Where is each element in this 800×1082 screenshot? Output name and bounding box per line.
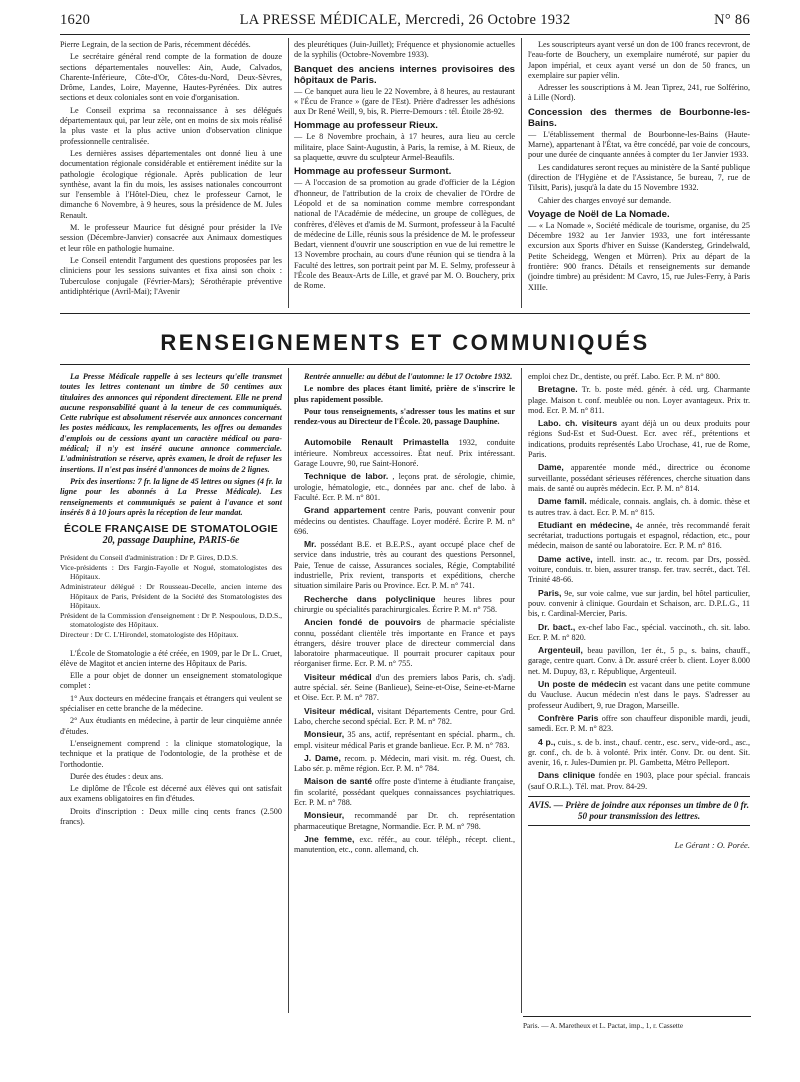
ad-title: Dame active, [538,553,593,564]
ad-title: Monsieur, [304,729,345,740]
ad-text: Tr. b. poste méd. génér. à céd. urg. Charmante plage. Maison t. conf. meublée ou non. Loyer avantageux. Prix tr. mod. Ecr. P. M. n° 811. [528,385,750,415]
ad-title: Paris, [538,587,562,598]
classified-ad [528,622,750,644]
ad-title: Labo. ch. visiteurs [538,418,618,429]
classified-ad [528,462,750,494]
ad-text: cuis., s. de b. inst., chauf. centr., esc. serv., vide-ord., asc., gr. conf., ch. de b. à volonté. Prix intér. Conv. Dr. ou dent. Sit. avenir, 16, r. Jules-Dumien pr. Pl. Gambetta, Métro Pelleport. [528,737,750,768]
ad-text: possédant B.E. et B.E.P.S., ayant occupé place chef de service dans industrie, très au courant des questions Personnel, Paie, Tenue de caisse, Assurances sociales, Régie, Comptabilité industrielle, Prix revient, transports et expéditions, cherche situation similaire Paris ou Province. Ecr. P. M. n° 741. [294,540,515,591]
news-heading: Hommage au professeur Rieux. [294,120,438,132]
ecole-title: ÉCOLE FRANÇAISE DE STOMATOLOGIE [63,523,279,536]
classified-ad [528,737,750,769]
banner-rule [60,364,750,365]
paragraph: emploi chez Dr., dentiste, ou préf. Labo. Ecr. P. M. n° 800. [528,372,720,381]
bottom-column-2 [294,372,515,1012]
avis-notice: AVIS. — Prière de joindre aux réponses un timbre de 0 fr. 50 pour transmission des lettres. [528,796,750,826]
ad-text: intell. instr. ac., tr. recom. par Drs, possèd. voiture, conduis. tr. bien, assurer transp. fer. trav. secrét., dact. Tél. Trinité 48-66. [528,554,750,585]
paragraph: Pierre Legrain, de la section de Paris, récemment décédés. [60,40,251,49]
ad-title: Dame, [538,462,564,473]
news-text: — L'établissement thermal de Bourbonne-les-Bains (Haute-Marne), appartenant à l'État, va être concédé, par voie de concours, pour une durée de cinquante années à compter du 1er Janvier 1933. [528,129,750,160]
paragraph: Le Conseil entendit l'argument des questions proposées par les cliniciens pour les sessions suivantes et fixa ainsi son choix : Tuberculose conjugale (Février-Mars); Sérothérapie préventive antidiphtérique (Avril-Mai); l'Avenir [60,255,282,296]
paragraph: 2° Aux étudiants en médecine, à partir de leur cinquième année d'études. [60,716,282,736]
ad-title: J. Dame, [304,752,341,763]
classified-ad [294,505,515,537]
classified-ad [294,706,515,728]
ecole-address: 20, passage Dauphine, PARIS-6e [102,535,240,547]
staff-entry: Vice-présidents : Drs Fargin-Fayolle et Nogué, stomatologistes des Hôpitaux. [60,562,282,582]
column-divider [521,368,522,1013]
news-text: — Ce banquet aura lieu le 22 Novembre, à 8 heures, au restaurant « l'Écu de France » (gare de l'Est). Prière d'adresser les adhésions aux Dr René Weill, 9, bis, R. Pierre-Demours : tél. Étoile 28-92. [294,86,515,117]
paragraph: Droits d'inscription : Deux mille cinq cents francs (2.500 francs). [60,806,282,827]
ad-title: Grand appartement [304,505,386,516]
ad-text: ex-chef labo Fac., spécial. vaccinoth., ch. sit. labo. Ecr. P. M. n° 820. [528,622,750,642]
price-text: Prix des insertions: 7 fr. la ligne de 45 lettres ou signes (4 fr. la ligne pour les abonnés à La Presse Médicale). Les renseignements et communiqués se paient à l'avance et sont insérés 8 à 10 jours après la réception de leur mandat. [60,476,282,517]
bottom-column-3 [528,372,750,1012]
classified-ad [528,679,750,711]
paragraph: Le nombre des places étant limité, prière de s'inscrire le plus rapidement possible. [294,384,515,404]
classified-ad [528,520,750,552]
ad-title: Ancien fondé de pouvoirs [304,617,422,628]
paragraph: Les souscripteurs ayant versé un don de 100 francs recevront, de l'eau-forte de Bouchery, un exemplaire numéroté, sur papier du Japon impérial, et ceux ayant versé un don de 50 francs, un exemplaire sur papier vélin. [528,40,750,80]
ad-text: beau pavillon, 1er ét., 5 p., s. bains, chauff., garage, centre quart. Conv. à Dr. assuré créer b. client. Loyer 8.000 net. M. Dupuy, 83, r. République, Argenteuil. [528,646,750,676]
classified-ad [294,539,515,591]
ad-text: offre son chauffeur disponible mardi, jeudi, samedi. Ecr. P. M. n° 823. [528,713,750,734]
paragraph: M. le professeur Maurice fut désigné pour présider la IVe session (Décembre-Janvier) consacrée aux Animaux domestiques et leur rôle en pathologie humaine. [60,223,282,253]
notice-text: La Presse Médicale rappelle à ses lecteurs qu'elle transmet toutes les lettres contenant un timbre de 50 centimes aux titulaires des annonces qui répondent directement. Elle ne prend aucune responsabilité quant à la teneur de ces communiqués. Cette rubrique est absolument réservée aux annonces concernant les postes médicaux, les remplacements, les offres ou demandes d'emplois ou de cessions ayant un caractère médical ou para-médical; il n'y est inséré aucune annonce commerciale. L'administration se réserve, après examen, le droit de refuser les insertions. Il n'est pas inséré d'annonces de moins de 2 lignes. [60,372,282,474]
ad-title: 4 p., [538,736,556,747]
classified-ad [528,645,750,677]
ad-title: Automobile Renault Primastella [304,437,449,448]
classified-ad [528,418,750,460]
news-text: — Le 8 Novembre prochain, à 17 heures, aura lieu au cercle militaire, place Saint-Augustin, à Paris, la remise, à M. Rieux, de sa plaquette, œuvre du sculpteur Armel-Beaufils. [294,132,515,163]
ad-title: Jne femme, [304,833,355,844]
paragraph: Le diplôme de l'École est décerné aux élèves qui ont satisfait aux examens obligatoires en fin d'études. [60,784,282,804]
classified-ad [294,776,515,808]
classified-ad [294,729,515,751]
paragraph: des pleurétiques (Juin-Juillet); Fréquence et physionomie actuelles de la syphilis (Octobre-Novembre 1933). [294,40,515,60]
classified-ad [528,496,750,518]
classified-ad [528,713,750,735]
ad-text: d'un des premiers labos Paris, ch. s'adj. autre spécial. sér. Seine (Banlieue), Seine-et-Oise, Seine-et-Marne et Oise. Ecr. P. M. n° 787. [294,672,515,703]
column-divider [288,38,289,308]
paragraph: L'École de Stomatologie a été créée, en 1909, par le Dr L. Cruet, élève de Magitot et ancien interne des Hôpitaux de Paris. [60,648,282,668]
paragraph: Le secrétaire général rend compte de la formation de douze sections départementales nouvelles: Ain, Aude, Calvados, Charente-Inférieure, Côte-d'Or, Côtes-du-Nord, Deux-Sèvres, Drôme, Landes, Loire, Mayenne, Hautes-Pyrénées. Dix autres sections et deux coloniales sont en voie d'organisation. [60,52,282,103]
news-heading: Banquet des anciens internes provisoires des hôpitaux de Paris. [294,63,515,86]
ad-text: 1932, conduite intérieure. Nombreux accessoires. État neuf. Prix intéressant. Garage Louvre, 90, rue Saint-Honoré. [294,438,515,469]
ad-text: 35 ans, actif, représentant en spécial. pharm., ch. empl. visiteur médical Paris et grande banlieue. Ecr. P. M. n° 783. [294,730,515,750]
paragraph: Les dernières assises départementales ont donné lieu à une documentation régionale considérable et entièrement inédite sur la pathologie écologique régionale. Après publication de leur synthèse, avant la fin du mois, les assises nationales concourront sur l'ensemble à l'Hôtel-Dieu, chez le professeur Carnot, le dimanche 6 Novembre, à 9 heures, sous la présidence de M. Jules Renault. [60,148,282,220]
ad-text: médicale, connais. anglais, ch. à domic. thèse et ts autres trav. à dact. Ecr. P. M. n° 815. [528,497,750,517]
staff-entry: Président de la Commission d'enseignement : Dr P. Nespoulous, D.D.S., stomatologiste des Hôpitaux. [60,610,282,630]
top-column-2 [294,40,515,310]
page-header [60,12,750,32]
staff-entry: Président du Conseil d'administration : Dr P. Gires, D.D.S. [60,552,238,562]
paragraph: 1° Aux docteurs en médecine français et étrangers qui veulent se spécialiser en cette branche de la médecine. [60,693,282,714]
ad-title: Bretagne. [538,384,578,395]
ad-text: de pharmacie spécialiste connu, possédant clientèle très importante en France et pays étrangers, désire trouver place de directeur commercial dans laboratoire pharmaceutique. Il pourrait procurer capitaux pour réorganiser firme. Ecr. P. M. n° 755. [294,618,515,669]
ad-text: recom. p. Médecin, mari visit. m. rég. Ouest, ch. Labo sér. p. même région. Ecr. P. M. n° 784. [294,753,515,774]
staff-entry: Directeur : Dr C. L'Hirondel, stomatologiste des Hôpitaux. [60,630,239,640]
ad-text: 9e, sur voie calme, vue sur jardin, bel hôtel particulier, pouv. convenir à clinique. Gourdain et Schaison, arc. D.P.L.G., 11 bis, r. Cardinal-Mercier, Paris. [528,588,750,619]
paragraph: L'enseignement comprend : la clinique stomatologique, la technique et la pratique de l'odontologie, de la prothèse et de l'orthodontie. [60,738,282,769]
ad-title: Visiteur médical, [304,705,374,716]
ad-title: Etudiant en médecine, [538,519,633,530]
top-column-1 [60,40,282,310]
ad-text: apparentée monde méd., directrice ou économe surveillante, possédant sérieuses références, cherche situation dans mais. de santé ou auprès médecin. Ecr. P. M. n° 814. [528,463,750,493]
ad-title: Mr. [304,539,317,550]
printer-line: Paris. — A. Maretheux et L. Pactat, imp., 1, r. Cassette [523,1016,751,1030]
classified-ad [294,810,515,832]
classified-ad [294,672,515,704]
news-text: Les candidatures seront reçues au ministère de la Santé publique (direction de l'Hygiène et de l'Assistance, 5e bureau, 7, rue de Tilsitt, Paris), jusqu'à la date du 15 Novembre 1932. [528,162,750,193]
bottom-column-1 [60,372,282,1012]
ad-text: est vacant dans une petite commune du Vaucluse. Aucun médecin n'est dans le pays. S'adresser au professeur Audibert, 9, rue Dragon, Marseille. [528,680,750,710]
ad-title: Technique de labor. [304,471,389,482]
ad-title: Recherche dans polyclinique [304,593,436,604]
classified-ad [294,437,515,469]
classified-ad [528,554,750,586]
ad-text: ayant déjà un ou deux produits pour régions Sud-Est et Sud-Ouest. Ecr. avec réf., prétentions et indications, produits représentés Labo Urochase, 41, rue de Rome, Paris. [528,419,750,460]
ad-text: , leçons prat. de sérologie, chimie, urologie, hématologie, etc., données par anc. chef de labo. à Faculté. Ecr. P. M. n° 801. [294,472,515,502]
page-number: 1620 [60,12,91,28]
section-banner: RENSEIGNEMENTS ET COMMUNIQUÉS [160,330,650,355]
ad-text: heures libres pour chirurgie ou spécialités parachirurgicales. Écrire P. M. n° 758. [294,594,515,614]
ad-title: Maison de santé [304,776,373,787]
ad-title: Dame famil. [538,496,587,507]
gerant-signature: Le Gérant : O. Porée. [674,839,750,850]
news-text: — A l'occasion de sa promotion au grade d'officier de la Légion d'honneur, de l'attribution de la croix de chevalier de l'Ordre de Léopold et de sa nomination comme membre correspondant national de l'Académie de médecine, un groupe de collègues, de confrères, d'élèves et d'amis de M. Surmont, professeur à la Faculté de médecine de Lille, réunis sous la présidence de M. le professeur Bedart, viennent d'ouvrir une souscription en vue de lui remettre le 13 Novembre prochain, au cours d'une réunion qui se tiendra à la Faculté des lettres, son portrait peint par M. E. Selmy, professeur à l'École des Beaux-Arts de Lille, et gravé par M. O. Bouchery, prix de Rome. [294,178,515,291]
classified-ad [294,834,515,856]
paragraph: Elle a pour objet de donner un enseignement stomatologique complet : [60,671,282,691]
header-rule [60,34,750,35]
staff-entry: Administrateur délégué : Dr Rousseau-Decelle, ancien interne des Hôpitaux de Paris, Président de la Société des Stomatologistes des Hôpitaux. [60,582,282,610]
paragraph: Le Conseil exprima sa reconnaissance à ses délégués départementaux qui, par leur zèle, ont en moins de six mois réalisé la plus vaste et la plus active union d'observation clinique professionnelle centralisée. [60,105,282,146]
news-heading: Hommage au professeur Surmont. [294,166,452,178]
news-text: — « La Nomade », Société médicale de tourisme, organise, du 25 Décembre 1932 au 1er Janvier 1933, une fort intéressante excursion aux Sports d'hiver en Suisse (Kandersteg, Grindelwald, Petite Scheidegg, Wengen et Mürren). Prix au départ de la frontière: 900 francs. Détails et renseignements sur demande (joindre timbre) au président: M Cavro, 15, rue Jules-Ferry, à Paris XIIIe. [528,220,750,292]
ad-text: recommandé par Dr. ch. représentation pharmaceutique Bretagne, Normandie. Ecr. P. M. n° 798. [294,811,515,831]
ad-title: Argenteuil, [538,645,583,656]
ad-text: centre Paris, pouvant convenir pour médecins ou dentistes. Chauffage. Loyer modéré. Écrire P. M. n° 696. [294,506,515,536]
column-divider [521,38,522,308]
ad-text: exc. référ., au cour. téléph., récept. client., manutention, etc., conn. allemand, ch. [294,834,515,855]
news-text: Cahier des charges envoyé sur demande. [538,195,672,205]
ad-title: Visiteur médical [304,671,372,682]
issue-number: N° 86 [714,12,750,28]
ad-title: Un poste de médecin [538,679,627,690]
classified-ad [528,384,750,416]
section-rule [60,313,750,314]
ad-text: 4e année, très recommandé ferait secrétariat, traductions portugais et espagnol, rédaction, etc., pour médecin, maison de santé ou laboratoire. Ecr. P. M. n° 816. [528,520,750,551]
journal-title: LA PRESSE MÉDICALE, Mercredi, 26 Octobre 1932 [239,12,571,28]
paragraph: Rentrée annuelle: au début de l'automne: le 17 Octobre 1932. [304,372,513,381]
classified-ad [528,588,750,620]
top-column-3 [528,40,750,310]
classified-ad [294,471,515,503]
staff-list [60,553,282,640]
classified-ad [528,770,750,792]
ad-text: visitant Départements Centre, pour Grd. Labo, cherche second spécial. Ecr. P. M. n° 782. [294,706,515,726]
classified-ad [294,753,515,775]
news-heading: Voyage de Noël de La Nomade. [528,208,670,220]
ad-title: Dr. bact., [538,621,576,632]
column-divider [288,368,289,1013]
paragraph: Adresser les souscriptions à M. Jean Tiprez, 241, rue Solférino, à Lille (Nord). [528,83,750,103]
ad-text: fondée en 1903, place pour spécial. francais (sauf O.R.L.). Tél. mat. Prov. 84-29. [528,771,750,791]
paragraph: Durée des études : deux ans. [70,771,164,781]
classified-ad [294,617,515,669]
ad-title: Dans clinique [538,770,596,781]
ad-title: Confrère Paris [538,712,599,723]
paragraph: Pour tous renseignements, s'adresser tous les matins et sur rendez-vous au Directeur de l'École. 20, passage Dauphine. [294,406,515,427]
news-heading: Concession des thermes de Bourbonne-les-Bains. [528,106,750,129]
ad-text: offre poste d'interne à étudiante française, fin scolarité, possédant quelques connaissances psychiatriques. Ecr. P. M. n° 788. [294,777,515,807]
classified-ad [294,594,515,616]
ad-title: Monsieur, [304,810,345,821]
